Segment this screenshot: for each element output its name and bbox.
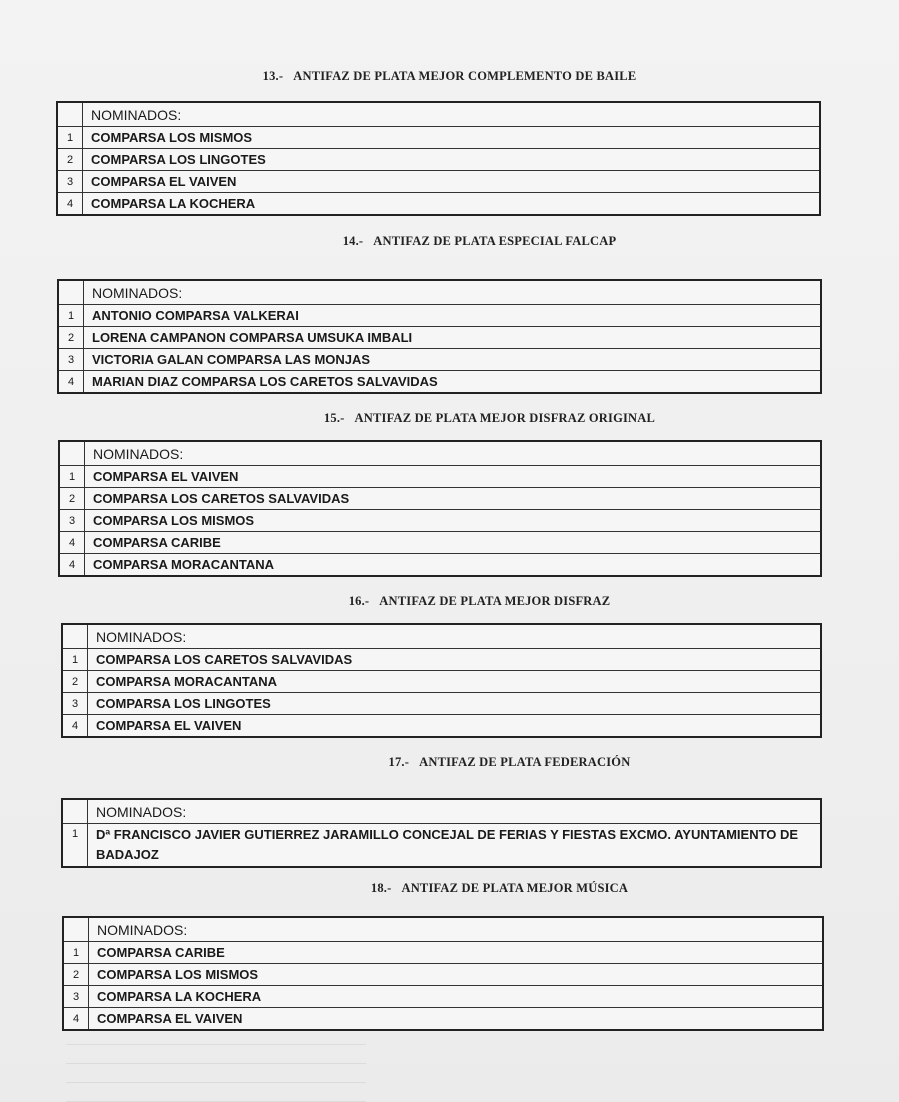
section-17-heading [0, 755, 899, 770]
row-name: COMPARSA LA KOCHERA [83, 193, 821, 216]
nominees-table-18 [62, 916, 824, 1031]
header-cell: NOMINADOS: [88, 799, 822, 824]
section-number: 15.- [323, 411, 345, 425]
row-index: 3 [57, 171, 83, 193]
row-index: 4 [59, 554, 85, 577]
row-name: COMPARSA EL VAIVEN [85, 466, 822, 488]
table-row [59, 554, 821, 577]
index-cell [63, 917, 89, 942]
nominees-table-14 [57, 279, 822, 394]
row-index: 4 [58, 371, 84, 394]
section-number: 16.- [348, 594, 370, 608]
row-name: COMPARSA LOS CARETOS SALVAVIDAS [88, 649, 822, 671]
section-title: ANTIFAZ DE PLATA MEJOR COMPLEMENTO DE BAILE [293, 69, 637, 83]
row-index: 3 [58, 349, 84, 371]
table-row [62, 649, 821, 671]
index-cell [62, 624, 88, 649]
table-row [63, 1008, 823, 1031]
row-index: 2 [57, 149, 83, 171]
row-name: COMPARSA MORACANTANA [85, 554, 822, 577]
table-row [57, 193, 820, 216]
table-row [58, 327, 821, 349]
table-header-row [58, 280, 821, 305]
row-index: 1 [62, 824, 88, 868]
table-row [57, 127, 820, 149]
row-index: 4 [62, 715, 88, 738]
row-index: 2 [62, 671, 88, 693]
table-row [62, 715, 821, 738]
header-cell: NOMINADOS: [83, 102, 821, 127]
table-row [59, 466, 821, 488]
nominees-table-16 [61, 623, 822, 738]
section-number: 18.- [370, 881, 392, 895]
row-index: 2 [58, 327, 84, 349]
section-15-heading [0, 411, 899, 426]
table-row [58, 349, 821, 371]
table-row [63, 964, 823, 986]
row-index: 4 [57, 193, 83, 216]
index-cell [58, 280, 84, 305]
header-cell: NOMINADOS: [88, 624, 822, 649]
row-name: ANTONIO COMPARSA VALKERAI [84, 305, 822, 327]
section-13-heading [0, 69, 899, 84]
section-title: ANTIFAZ DE PLATA MEJOR DISFRAZ ORIGINAL [354, 411, 656, 425]
section-number: 13.- [262, 69, 284, 83]
index-cell [62, 799, 88, 824]
table-header-row [57, 102, 820, 127]
nominees-table-17 [61, 798, 822, 868]
section-number: 14.- [342, 234, 364, 248]
row-name: COMPARSA LOS MISMOS [89, 964, 824, 986]
table-row [58, 305, 821, 327]
table-header-row [59, 441, 821, 466]
table-row [59, 532, 821, 554]
table-row [57, 149, 820, 171]
header-cell: NOMINADOS: [85, 441, 822, 466]
row-name: COMPARSA LA KOCHERA [89, 986, 824, 1008]
table-row [57, 171, 820, 193]
table-row [58, 371, 821, 394]
row-name: COMPARSA EL VAIVEN [88, 715, 822, 738]
section-title: ANTIFAZ DE PLATA MEJOR DISFRAZ [379, 594, 611, 608]
row-name: COMPARSA LOS CARETOS SALVAVIDAS [85, 488, 822, 510]
row-index: 3 [63, 986, 89, 1008]
row-name: Dª FRANCISCO JAVIER GUTIERREZ JARAMILLO CONCEJAL DE FERIAS Y FIESTAS EXCMO. AYUNTAMIENTO DE BADAJOZ [88, 824, 822, 868]
section-18-heading [0, 881, 899, 896]
table-row [63, 986, 823, 1008]
bleed-through-shadow [66, 1030, 366, 1100]
nominees-table-15 [58, 440, 822, 577]
row-name: VICTORIA GALAN COMPARSA LAS MONJAS [84, 349, 822, 371]
row-name: COMPARSA EL VAIVEN [89, 1008, 824, 1031]
row-name: COMPARSA LOS MISMOS [85, 510, 822, 532]
section-16-heading [0, 594, 899, 609]
row-index: 1 [57, 127, 83, 149]
header-cell: NOMINADOS: [84, 280, 822, 305]
row-name: COMPARSA LOS MISMOS [83, 127, 821, 149]
table-row [62, 824, 821, 868]
section-number: 17.- [388, 755, 410, 769]
row-name: COMPARSA LOS LINGOTES [83, 149, 821, 171]
index-cell [59, 441, 85, 466]
row-index: 4 [63, 1008, 89, 1031]
table-header-row [62, 799, 821, 824]
row-name: MARIAN DIAZ COMPARSA LOS CARETOS SALVAVIDAS [84, 371, 822, 394]
row-index: 1 [63, 942, 89, 964]
row-index: 1 [62, 649, 88, 671]
table-row [62, 671, 821, 693]
table-row [59, 510, 821, 532]
row-index: 2 [63, 964, 89, 986]
row-name: COMPARSA CARIBE [85, 532, 822, 554]
row-index: 1 [58, 305, 84, 327]
header-cell: NOMINADOS: [89, 917, 824, 942]
table-header-row [63, 917, 823, 942]
section-14-heading [0, 234, 899, 249]
table-row [59, 488, 821, 510]
index-cell [57, 102, 83, 127]
nominees-table-13 [56, 101, 821, 216]
row-name: COMPARSA EL VAIVEN [83, 171, 821, 193]
table-header-row [62, 624, 821, 649]
section-title: ANTIFAZ DE PLATA ESPECIAL FALCAP [373, 234, 617, 248]
section-title: ANTIFAZ DE PLATA MEJOR MÚSICA [401, 881, 629, 895]
row-index: 1 [59, 466, 85, 488]
row-index: 3 [62, 693, 88, 715]
section-title: ANTIFAZ DE PLATA FEDERACIÓN [419, 755, 631, 769]
table-row [63, 942, 823, 964]
row-name: COMPARSA CARIBE [89, 942, 824, 964]
row-name: COMPARSA MORACANTANA [88, 671, 822, 693]
row-index: 2 [59, 488, 85, 510]
table-row [62, 693, 821, 715]
row-name: LORENA CAMPANON COMPARSA UMSUKA IMBALI [84, 327, 822, 349]
row-name: COMPARSA LOS LINGOTES [88, 693, 822, 715]
row-index: 3 [59, 510, 85, 532]
row-index: 4 [59, 532, 85, 554]
